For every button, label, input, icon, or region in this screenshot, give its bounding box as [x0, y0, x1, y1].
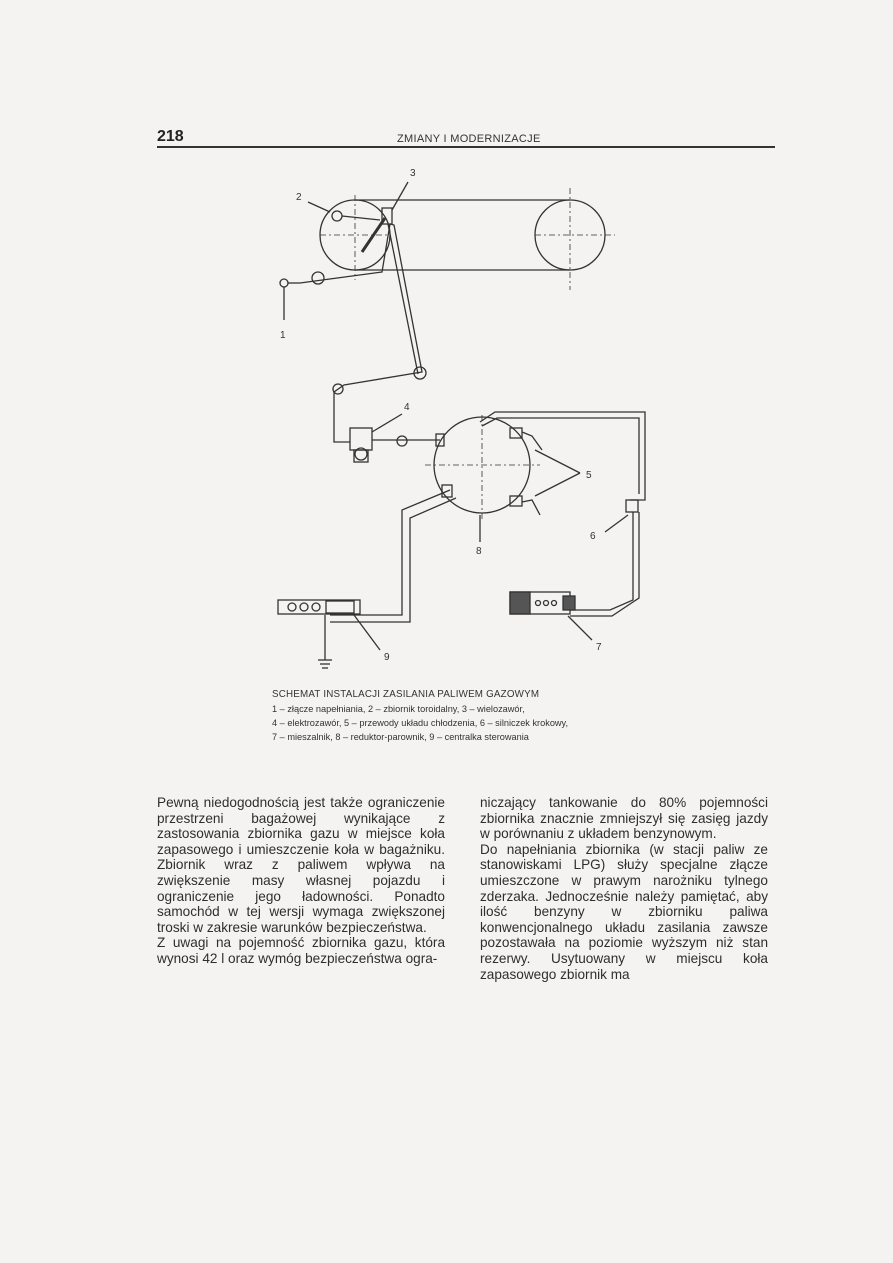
paragraph: Do napełniania zbiornika (w stacji paliw ze stanowiskami LPG) służy specjalne złącze umieszczone w prawym narożniku tylnego zderzaka. Jednocześnie należy pamiętać, aby ilość benzyny w zbiorniku paliwa konwencjonalnego układu zasilania zawsze pozostawała na poziomie wyższym niż stan rezerwy. Usytuowany w miejscu koła zapasowego zbiornik ma	[480, 841, 768, 982]
text-column-right	[480, 795, 768, 982]
lpg-schematic-svg	[270, 160, 670, 680]
diagram-label-5: 5	[586, 470, 592, 481]
running-title: ZMIANY I MODERNIZACJE	[397, 133, 541, 145]
ecu-control-unit	[278, 600, 360, 668]
page-number: 218	[157, 128, 184, 145]
header-rule	[157, 146, 775, 148]
caption-line: 7 – mieszalnik, 8 – reduktor-parownik, 9 – centralka sterowania	[272, 732, 529, 742]
reducer-vaporizer	[425, 415, 542, 522]
diagram-label-7: 7	[596, 642, 602, 653]
diagram-label-6: 6	[590, 531, 596, 542]
electrovalve	[350, 428, 440, 462]
caption-line: 1 – złącze napełniania, 2 – zbiornik toroidalny, 3 – wielozawór,	[272, 704, 525, 714]
diagram-label-8: 8	[476, 546, 482, 557]
diagram-label-2: 2	[296, 192, 302, 203]
lpg-system-diagram	[270, 160, 670, 680]
page-header	[157, 128, 775, 148]
paragraph: niczający tankowanie do 80% pojemności zbiornika znacznie zmniejszył się zasięg jazdy w porównaniu z układem benzynowym.	[480, 795, 768, 842]
reducer-outlet-pipe	[480, 412, 645, 500]
mixer	[510, 592, 575, 614]
diagram-label-4: 4	[404, 402, 410, 413]
diagram-label-1: 1	[280, 330, 286, 341]
diagram-label-9: 9	[384, 652, 390, 663]
text-column-left	[157, 795, 445, 967]
figure-caption	[272, 688, 672, 744]
caption-title: SCHEMAT INSTALACJI ZASILANIA PALIWEM GAZOWYM	[272, 689, 540, 700]
caption-line: 4 – elektrozawór, 5 – przewody układu chłodzenia, 6 – silniczek krokowy,	[272, 718, 569, 728]
diagram-label-3: 3	[410, 168, 416, 179]
paragraph: Z uwagi na pojemność zbiornika gazu, która wynosi 42 l oraz wymóg bezpieczeństwa ogra-	[157, 935, 445, 966]
paragraph: Pewną niedogodnością jest także ograniczenie przestrzeni bagażowej wynikające z zastosowania zbiornika gazu w miejsce koła zapasowego i umieszczenie koła w bagażniku. Zbiornik wraz z paliwem wpływa na zwiększenie masy własnej pojazdu i ograniczenie jego ładowności. Ponadto samochód w tej wersji wymaga zwiększonej troski w zakresie warunków bezpieczeństwa.	[157, 795, 445, 935]
stepper-motor	[626, 500, 638, 512]
